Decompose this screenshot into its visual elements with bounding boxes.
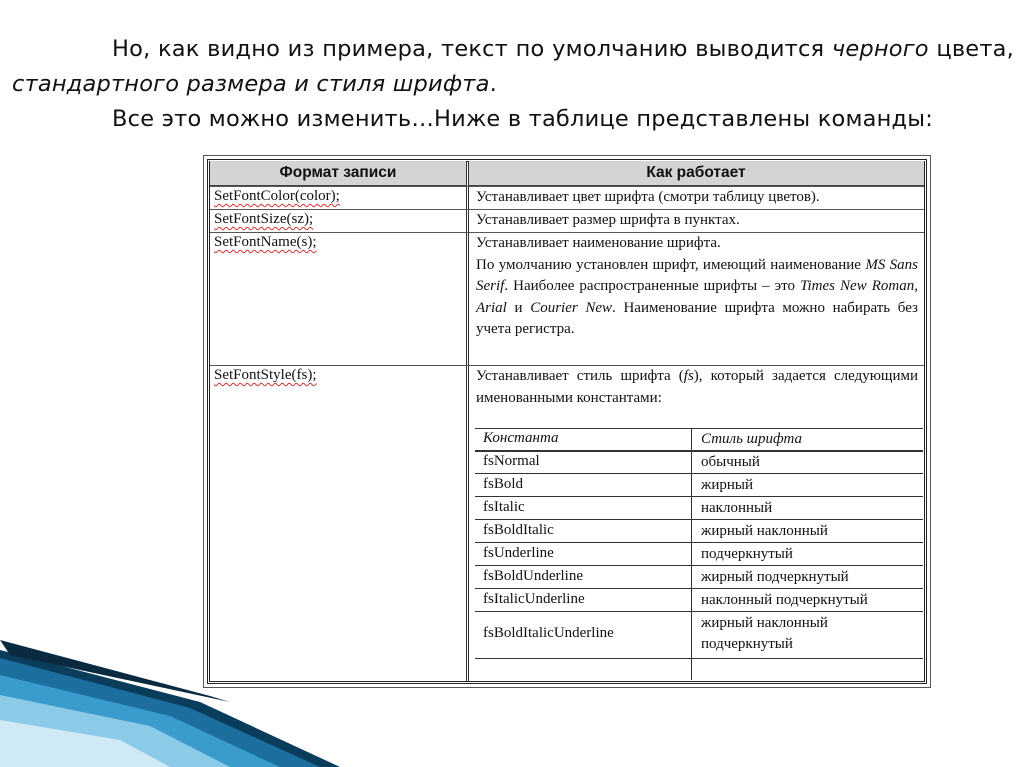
param-fs: fs bbox=[683, 368, 694, 384]
constant-style: жирный подчеркнутый bbox=[701, 569, 849, 585]
constant-name: fsNormal bbox=[483, 453, 540, 469]
header-how-it-works: Как работает bbox=[468, 161, 924, 186]
intro-text-2: Все это можно изменить…Ниже в таблице представлены команды: bbox=[112, 106, 934, 132]
intro-text-end: . bbox=[489, 71, 497, 97]
desc-comma: , bbox=[914, 278, 918, 294]
desc-line: . Наиболее распространенные шрифты – это bbox=[504, 278, 795, 294]
table-row bbox=[475, 519, 923, 543]
table-row bbox=[475, 473, 923, 497]
constant-style: наклонный bbox=[701, 500, 773, 516]
constant-style: жирный bbox=[701, 477, 754, 493]
header-format: Формат записи bbox=[210, 161, 466, 186]
constant-style: обычный bbox=[701, 454, 760, 470]
constant-name: fsBoldUnderline bbox=[483, 568, 583, 584]
description-setfontcolor: Устанавливает цвет шрифта (смотри таблицу цветов). bbox=[476, 189, 820, 205]
constants-header-style: Стиль шрифта bbox=[701, 431, 802, 447]
command-setfontname: SetFontName(s); bbox=[214, 234, 317, 250]
table-row bbox=[475, 450, 923, 474]
desc-line: . Наименование шрифта можно набирать без учета регистра. bbox=[476, 299, 918, 337]
constant-style: жирный наклонный подчеркнутый bbox=[701, 615, 828, 652]
commands-table bbox=[203, 155, 931, 688]
command-setfontsize: SetFontSize(sz); bbox=[214, 211, 314, 227]
font-name-ms-sans-serif: MS Sans Serif bbox=[476, 256, 919, 294]
constant-name: fsItalicUnderline bbox=[483, 591, 585, 607]
constants-header-name: Константа bbox=[483, 430, 559, 446]
description-setfontname bbox=[476, 233, 918, 341]
font-name-courier: Courier New bbox=[530, 299, 613, 316]
command-setfontcolor: SetFontColor(color); bbox=[214, 188, 340, 204]
intro-paragraph-1 bbox=[12, 32, 1014, 102]
constant-style: подчеркнутый bbox=[701, 546, 793, 562]
constant-name: fsUnderline bbox=[483, 545, 554, 561]
intro-paragraph-2 bbox=[12, 102, 1014, 137]
table-row bbox=[475, 496, 923, 520]
constant-name: fsBold bbox=[483, 476, 524, 492]
description-setfontstyle bbox=[476, 366, 918, 409]
table-row bbox=[475, 611, 923, 659]
desc-line: Устанавливает стиль шрифта ( bbox=[476, 368, 684, 384]
desc-line: ), который задается следующими именованными константами: bbox=[476, 368, 919, 406]
table-row bbox=[475, 565, 923, 589]
description-setfontsize: Устанавливает размер шрифта в пунктах. bbox=[476, 212, 740, 228]
constant-name: fsBoldItalicUnderline bbox=[483, 625, 614, 641]
command-setfontstyle: SetFontStyle(fs); bbox=[214, 367, 317, 383]
constant-style: наклонный подчеркнутый bbox=[701, 592, 868, 608]
constants-table bbox=[475, 428, 923, 680]
font-name-times: Times New Roman bbox=[800, 278, 915, 294]
font-name-arial: Arial bbox=[476, 299, 507, 316]
intro-text-mid: цвета, bbox=[928, 36, 1014, 62]
table-row bbox=[475, 542, 923, 566]
constants-header-row bbox=[475, 428, 923, 452]
intro-italic-standard: стандартного размера и стиля шрифта bbox=[12, 71, 490, 97]
desc-line: Устанавливает наименование шрифта. bbox=[476, 235, 721, 251]
constant-name: fsBoldItalic bbox=[483, 522, 554, 538]
constant-name: fsItalic bbox=[483, 499, 525, 515]
desc-line: По умолчанию установлен шрифт, имеющий наименование bbox=[476, 256, 861, 273]
constant-style: жирный наклонный bbox=[701, 523, 828, 539]
column-divider bbox=[466, 161, 469, 681]
desc-and: и bbox=[506, 299, 531, 316]
table-row bbox=[475, 588, 923, 612]
intro-italic-black: черного bbox=[831, 36, 929, 62]
intro-text: Но, как видно из примера, текст по умолчанию выводится bbox=[112, 36, 825, 62]
